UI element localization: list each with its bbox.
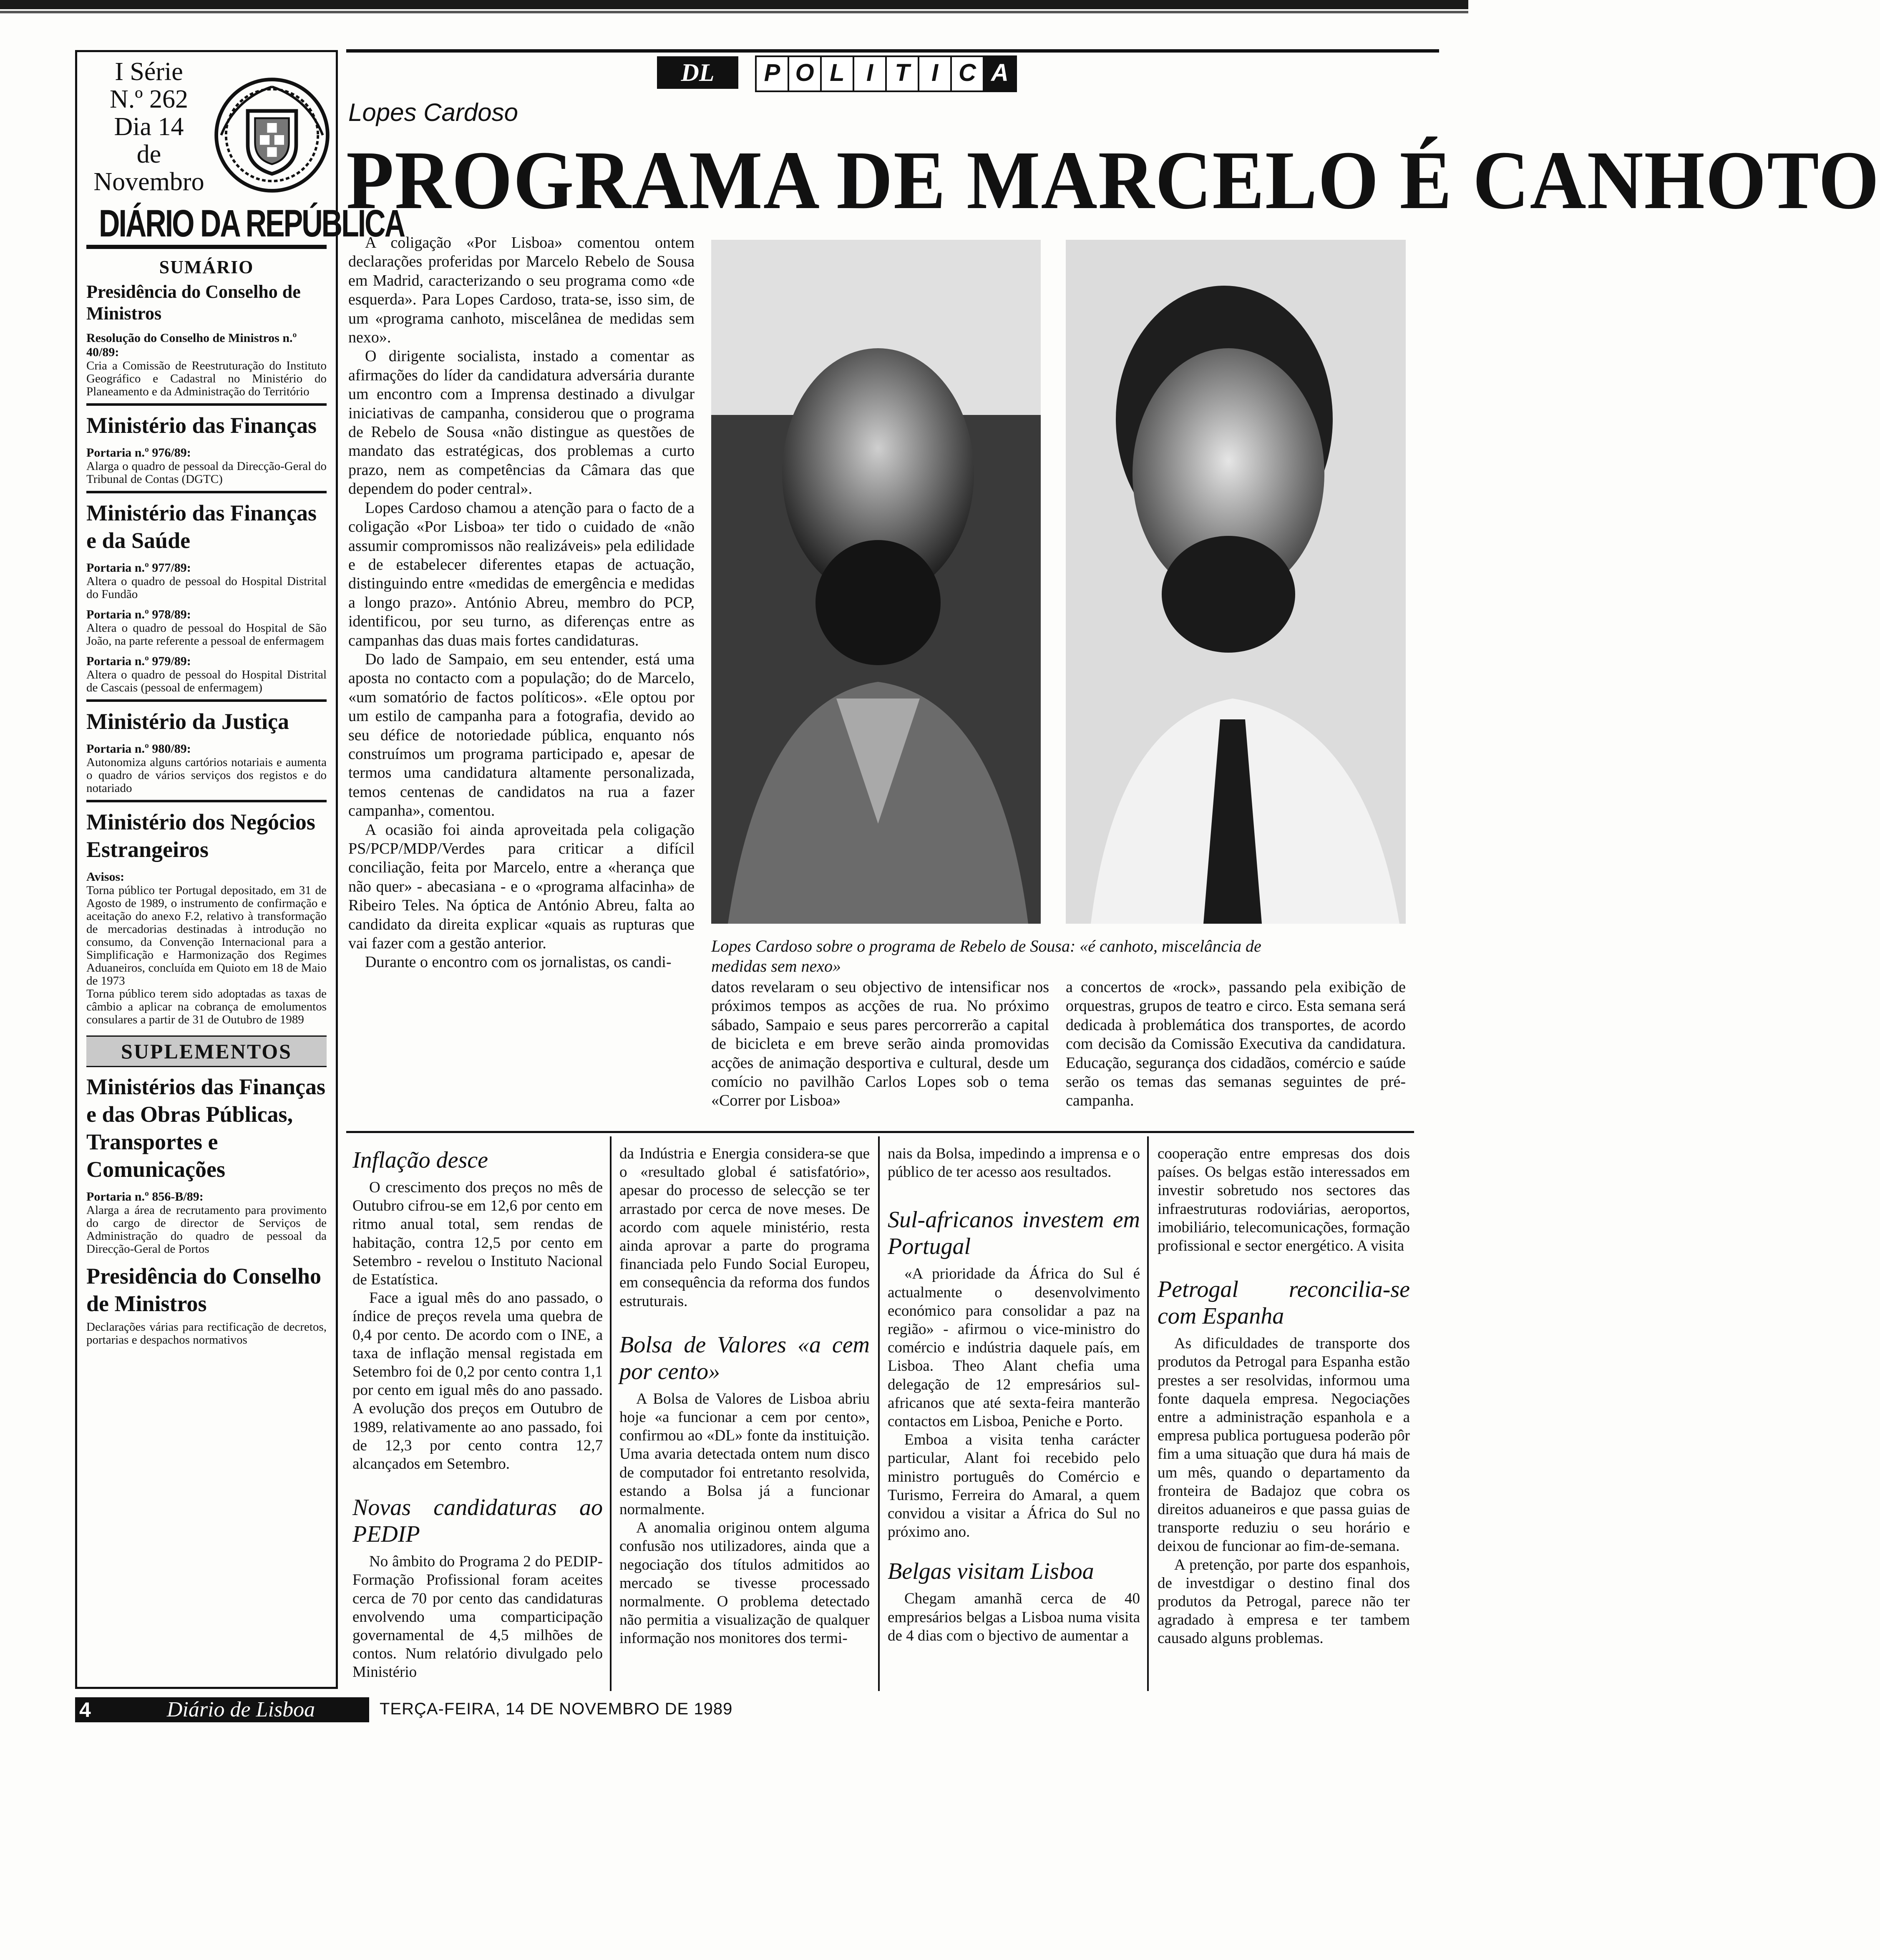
- section-letter: P: [755, 55, 789, 92]
- article-column-2: [711, 978, 1049, 1111]
- paragraph: «A prioridade da África do Sul é actualmente o desenvolvimento económico para consolidar a paz na região» - afirmou o vice-ministro do comércio e indústria daquele país, em Lisboa. Theo Alant chefia uma delegação de 12 empresários sul-africanos que até sexta-feira manterão contactos em Lisboa, Peniche e Porto.: [888, 1265, 1140, 1430]
- item-title: Portaria n.º 856-B/89:: [86, 1190, 204, 1204]
- brief-heading: Novas candidaturas ao PEDIP: [352, 1495, 603, 1548]
- paragraph: a concertos de «rock», passando pela exibição de orquestras, grupos de teatro e circo. Esta semana será dedicada à problemática dos transportes, de acordo com decisão da Comissão Executiva da candidatura. Educação, segurança dos cidadãos, comércio e saúde serão os temas das semanas seguintes de pré-campanha.: [1066, 978, 1406, 1110]
- section-letter: L: [820, 55, 854, 92]
- brief-heading: Inflação desce: [352, 1147, 488, 1173]
- photo-caption: Lopes Cardoso sobre o programa de Rebelo de Sousa: «é canhoto, miscelância de medidas sem nexo»: [711, 937, 1261, 975]
- paragraph: A Bolsa de Valores de Lisboa abriu hoje «a funcionar a cem por cento», confirmou ao «DL» fonte da instituição. Uma avaria detectada ontem num disco de computador foi entretanto resolvida, estando a Bolsa já a funcionar normalmente.: [619, 1390, 870, 1518]
- numero: N.º 262: [110, 85, 188, 113]
- newspaper-name: Diário de Lisboa: [113, 1697, 369, 1722]
- dia: Dia 14: [114, 113, 184, 141]
- section-letter: I: [918, 55, 952, 92]
- paragraph: Face a igual mês do ano passado, o índice de preços revela uma quebra de 0,4 por cento. De acordo com o INE, a taxa de inflação mensal registada em Setembro foi de 0,2 por cento contra 1,1 por cento em igual mês do ano passado. A evolução dos preços em Outubro de 1989, relativamente ao ano passado, foi de 12,3 por cento contra 12,7 alcançados em Setembro.: [352, 1289, 603, 1473]
- coat-of-arms-icon: [211, 75, 332, 196]
- column-divider: [1147, 1136, 1149, 1691]
- section-heading: Ministério das Finanças e da Saúde: [86, 500, 317, 553]
- paragraph: A pretenção, por parte dos espanhois, de investdigar o destino final dos produtos da Petrogal, parece não ter agradado à empresa e ter tambem causado alguns problemas.: [1158, 1556, 1410, 1647]
- section-heading: Ministério dos Negócios Estrangeiros: [86, 809, 315, 862]
- briefs-column-4: [1158, 1145, 1410, 1691]
- sumario-section: [86, 491, 327, 694]
- paragraph: cooperação entre empresas dos dois países. Os belgas estão interessados em investir sobretudo nos sectores das infraestruturas rodoviárias, aeroportos, imobiliário, telecomunicações, formação profissional e sector energético. A visita: [1158, 1145, 1410, 1255]
- paragraph: No âmbito do Programa 2 do PEDIP-Formação Profissional foram aceites cerca de 70 por cento das candidaturas envolvendo uma comparticipação governamental de 4,5 milhões de contos. Num relatório divulgado pelo Ministério: [352, 1553, 603, 1681]
- paragraph: Emboa a visita tenha carácter particular, Alant foi recebido pelo ministro português do Comércio e Turismo, Ferreira do Amaral, a quem convidou a visitar a África do Sul no próximo ano.: [888, 1431, 1140, 1541]
- brief-heading: Sul-africanos investem em Portugal: [888, 1207, 1140, 1260]
- headline: PROGRAMA DE MARCELO É CANHOTO: [346, 134, 1880, 226]
- photo-lopes-cardoso: [711, 240, 1041, 924]
- item-title: Portaria n.º 976/89:: [86, 446, 191, 460]
- item-title: Portaria n.º 978/89:: [86, 608, 191, 621]
- dl-logo: DL: [657, 56, 738, 89]
- serie: I Série: [115, 58, 183, 86]
- mes: Novembro: [93, 168, 204, 196]
- paragraph: A ocasião foi ainda aproveitada pela coligação PS/PCP/MDP/Verdes para criticar a difícil conciliação, feita por Marcelo, entre a «herança que não quer» - abecasiana - e o «programa alfacinha» de Ribeiro Teles. Na óptica de António Abreu, falta ao candidato da direita explicar «quais as rupturas que vai fazer com a gestão anterior.: [348, 821, 695, 952]
- briefs-rule: [346, 1131, 1414, 1133]
- paragraph: datos revelaram o seu objectivo de intensificar nos próximos tempos as acções de rua. No próximo sábado, Sampaio e seus pares percorrerão a capital de bicicleta e em breve serão ainda promovidas acções de animação desportiva e cultural, desde um comício no pavilhão Carlos Lopes sob o tema «Correr por Lisboa»: [711, 978, 1049, 1110]
- item-body: Altera o quadro de pessoal do Hospital de São João, na parte referente a pessoal de enfermagem: [86, 621, 327, 648]
- item-body: Torna público ter Portugal depositado, em 31 de Agosto de 1989, o instrumento de confirmação e aceitação do anexo F.2, relativo à transformação de mercadorias destinadas à introdução no consumo, da Convenção Internacional para a Simplificação e Harmonização dos Regimes Aduaneiros, concluída em Quioto em 18 de Maio de 1973: [86, 884, 327, 988]
- section-letter: C: [950, 55, 984, 92]
- article-column-3: [1066, 978, 1406, 1111]
- brief-heading: Belgas visitam Lisboa: [888, 1558, 1094, 1585]
- section-letter: I: [853, 55, 887, 92]
- paragraph: O dirigente socialista, instado a comentar as afirmações do líder da candidatura adversária durante um encontro com a Imprensa destinado a divulgar iniciativas de campanha, considerou que o programa de Rebelo de Sousa «não distingue as questões de mandato das estratégicas, dos problemas a curto prazo, nem as competências da Câmara das que dependem do poder central».: [348, 347, 695, 498]
- item-title: Portaria n.º 980/89:: [86, 742, 191, 756]
- sumario-section: [86, 800, 327, 1026]
- dr-title: DIÁRIO DA REPÚBLICA: [99, 202, 405, 245]
- item-body: Cria a Comissão de Reestruturação do Instituto Geográfico e Cadastral no Ministério do Planeamento e da Administração do Território: [86, 359, 327, 398]
- sumario-section: [86, 403, 327, 486]
- section-letter: O: [788, 55, 822, 92]
- paragraph: Lopes Cardoso chamou a atenção para o facto de a coligação «Por Lisboa» ter tido o cuidado de «não assumir compromissos não realizáveis» pela edilidade e de estabelecer diferentes etapas de actuação, distinguindo entre «medidas de emergência e medidas a longo prazo». António Abreu, membro do PCP, identificou, por seu turno, as diferenças entre as campanhas das duas mais fortes candidaturas.: [348, 499, 695, 649]
- brief-heading: Bolsa de Valores «a cem por cento»: [619, 1332, 870, 1385]
- item-body: Altera o quadro de pessoal do Hospital Distrital de Cascais (pessoal de enfermagem): [86, 668, 327, 694]
- briefs-column-3: [888, 1145, 1140, 1691]
- article-column-1: [348, 234, 695, 1122]
- paragraph: da Indústria e Energia considera-se que o «resultado global é satisfatório», apesar do processo de selecção se ter arrastado por cerca de nove meses. De acordo com aquele ministério, resta ainda aprovar a parte do programa financiada pelo Fundo Social Europeu, em consequência da reforma dos fundos estruturais.: [619, 1145, 870, 1310]
- section-label: [755, 55, 1015, 90]
- rubric: Lopes Cardoso: [348, 98, 518, 126]
- issue-date: TERÇA-FEIRA, 14 DE NOVEMBRO DE 1989: [380, 1700, 733, 1718]
- item-body: Alarga a área de recrutamento para provimento do cargo de director de Serviços de Administração do quadro de pessoal da Direcção-Geral de Portos: [86, 1204, 327, 1256]
- item-title: Portaria n.º 977/89:: [86, 561, 191, 575]
- photo-marcelo: [1066, 240, 1406, 924]
- paragraph: nais da Bolsa, impedindo a imprensa e o público de ter acesso aos resultados.: [888, 1145, 1140, 1181]
- scan-border: [0, 0, 1468, 9]
- masthead-rule: [86, 245, 327, 249]
- sumario-box: [75, 50, 405, 1689]
- section-heading: Ministério da Justiça: [86, 709, 289, 734]
- suplementos-banner: SUPLEMENTOS: [86, 1035, 327, 1067]
- paragraph: Do lado de Sampaio, em seu entender, está uma aposta no contacto com a população; do de Marcelo, «um somatório de factos políticos». «Ele optou por um estilo de campanha para a fotografia, devido ao seu défice de notoriedade pública, enquanto nós construímos um programa participado e, apesar de termos uma candidatura altamente personalizada, temos centenas de candidatos na rua a fazer campanha», comentou.: [348, 650, 695, 820]
- section-heading: Presidência do Conselho de Ministros: [86, 281, 301, 324]
- paragraph: Durante o encontro com os jornalistas, os candi-: [365, 953, 672, 971]
- column-divider: [878, 1136, 880, 1691]
- paragraph: A coligação «Por Lisboa» comentou ontem declarações proferidas por Marcelo Rebelo de Sousa em Madrid, caracterizando o seu programa como «de esquerda». Para Lopes Cardoso, trata-se, isso sim, de um «programa canhoto, miscelânea de medidas sem nexo».: [348, 234, 695, 347]
- paragraph: Chegam amanhã cerca de 40 empresários belgas a Lisboa numa visita de 4 dias com o bjectivo de aumentar a: [888, 1590, 1140, 1644]
- paragraph: As dificuldades de transporte dos produtos da Petrogal para Espanha estão prestes a ser resolvidas, informou uma fonte daquela empresa. Negociações entre a administração espanhola e a empresa publica portuguesa poderão pôr fim a uma situação que dura há mais de um mês, quando o departamento da fronteira de Badajoz que cobra os direitos aduaneiros e que passa guias de transporte reduziu o seu horário e deixou de funcionar ao fim-de-semana.: [1158, 1335, 1410, 1555]
- item-title: Resolução do Conselho de Ministros n.º 40/89:: [86, 331, 297, 359]
- de: de: [136, 140, 161, 168]
- section-heading: Ministérios das Finanças e das Obras Públicas, Transportes e Comunicações: [86, 1074, 326, 1182]
- suplemento-section: [86, 1073, 327, 1256]
- dr-masthead: [86, 58, 405, 254]
- header-rule: [346, 49, 1439, 53]
- sumario-title: SUMÁRIO: [159, 257, 254, 277]
- page-number: 4: [75, 1697, 113, 1722]
- portrait-image: [711, 240, 1041, 924]
- section-heading: Ministério das Finanças: [86, 413, 317, 438]
- item-body: Alarga o quadro de pessoal da Direcção-Geral do Tribunal de Contas (DGTC): [86, 460, 327, 486]
- briefs-column-2: [619, 1145, 870, 1691]
- item-body: Declarações várias para rectificação de decretos, portarias e despachos normativos: [86, 1320, 327, 1347]
- paragraph: O crescimento dos preços no mês de Outubro cifrou-se em 12,6 por cento em ritmo anual total, sem rendas de habitação, contra 12,5 por cento em Setembro - revelou o Instituto Nacional de Estatística.: [352, 1179, 603, 1289]
- item-body: Autonomiza alguns cartórios notariais e aumenta o quadro de vários serviços dos registos e do notariado: [86, 756, 327, 795]
- section-letter: A: [983, 55, 1017, 92]
- item-title: Portaria n.º 979/89:: [86, 654, 191, 668]
- section-letter: T: [885, 55, 919, 92]
- section-heading: Presidência do Conselho de Ministros: [86, 1264, 322, 1316]
- item-body: Torna público terem sido adoptadas as taxas de câmbio a aplicar na cobrança de emolumentos consulares a partir de 31 de Outubro de 1989: [86, 987, 327, 1026]
- briefs-column-1: [352, 1143, 603, 1691]
- column-divider: [610, 1136, 612, 1691]
- sumario-section: [86, 699, 327, 795]
- brief-heading: Petrogal reconcilia-se com Espanha: [1158, 1277, 1410, 1329]
- item-body: Altera o quadro de pessoal do Hospital Distrital do Fundão: [86, 575, 327, 601]
- item-title: Avisos:: [86, 870, 125, 884]
- scan-border: [0, 11, 1468, 13]
- sumario-section: [86, 281, 327, 398]
- suplemento-section: [86, 1262, 327, 1347]
- portrait-image: [1066, 240, 1406, 924]
- paragraph: A anomalia originou ontem alguma confusão nos utilizadores, ainda que a negociação dos títulos admitidos ao mercado se tivesse processado normalmente. O problema detectado não permitia a visualização de qualquer informação nos monitores dos termi-: [619, 1519, 870, 1647]
- issue-info: [86, 58, 211, 196]
